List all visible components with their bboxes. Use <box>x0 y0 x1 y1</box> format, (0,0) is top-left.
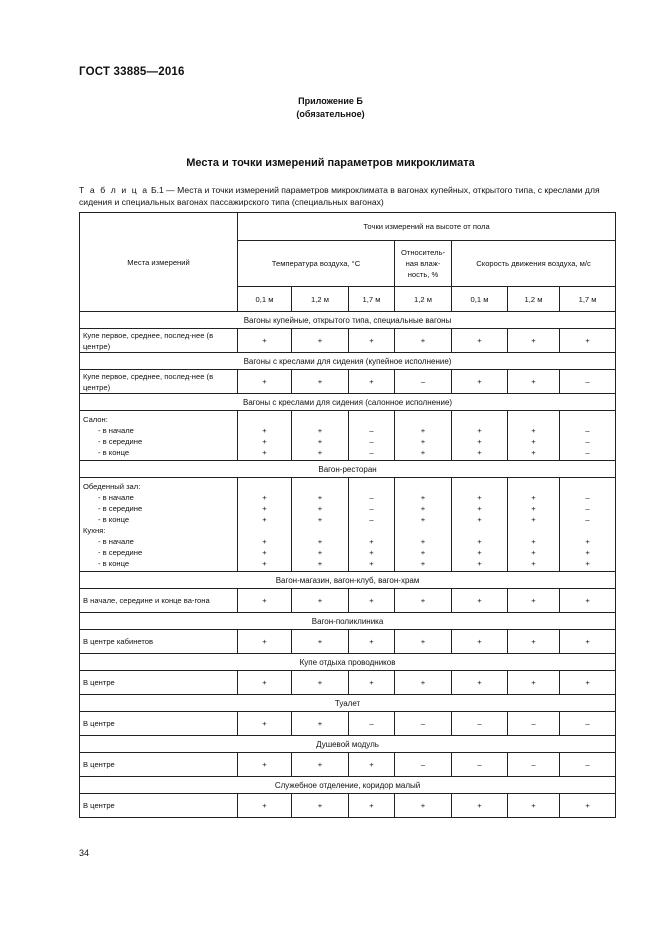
measurement-mark: + <box>420 678 426 687</box>
location-line: - в начале <box>98 492 134 502</box>
measurement-mark: + <box>477 336 482 345</box>
measurement-mark: + <box>531 436 536 446</box>
measurement-mark-cell <box>395 630 452 654</box>
location-line: - в середине <box>98 436 143 446</box>
measurement-mark <box>511 525 556 536</box>
measurement-mark: – <box>369 425 374 435</box>
measurement-mark-cell <box>292 671 349 695</box>
group-header-humidity: Относитель-ная влаж-ность, % <box>395 241 452 287</box>
measurement-mark: + <box>369 637 374 646</box>
measurement-mark-cell <box>560 753 616 777</box>
measurement-mark: + <box>317 558 323 568</box>
measurement-mark: + <box>420 637 426 646</box>
measurement-mark: – <box>369 492 374 502</box>
measurement-mark: + <box>262 760 267 769</box>
measurement-mark: – <box>369 719 374 728</box>
measurement-mark: + <box>317 336 323 345</box>
measurement-mark: – <box>420 760 426 769</box>
measurement-mark-cell <box>452 794 508 818</box>
measurement-mark: + <box>369 536 374 546</box>
table-row <box>80 671 616 695</box>
section-title: Места и точки измерений параметров микроклимата <box>186 157 475 169</box>
measurement-mark: + <box>317 492 323 502</box>
measurement-mark-cell <box>349 370 395 394</box>
measurement-mark <box>563 414 612 425</box>
location-line: - в конце <box>98 558 130 568</box>
measurement-mark <box>295 414 345 425</box>
height-header: 0,1 м <box>238 287 292 312</box>
measurement-mark: + <box>531 547 536 557</box>
measurement-mark: + <box>420 536 426 546</box>
measurement-location <box>80 411 238 461</box>
measurement-mark-cell <box>560 411 616 461</box>
measurement-mark-cell <box>292 794 349 818</box>
location-line: Обеденный зал: <box>83 481 141 491</box>
measurement-mark <box>398 414 448 425</box>
measurement-mark <box>352 481 391 492</box>
measurement-mark: + <box>317 503 323 513</box>
measurement-mark: + <box>262 637 267 646</box>
measurement-mark: + <box>317 637 323 646</box>
table-caption-label: Т а б л и ц а <box>79 185 149 195</box>
measurement-mark: – <box>420 377 426 386</box>
measurement-mark: + <box>262 503 267 513</box>
section-header-row <box>80 695 616 712</box>
measurement-mark-cell <box>238 329 292 353</box>
table-row <box>80 753 616 777</box>
measurement-mark-cell <box>508 478 560 572</box>
measurement-mark-cell <box>349 589 395 613</box>
measurement-mark: + <box>420 503 426 513</box>
height-header: 1,2 м <box>508 287 560 312</box>
measurement-mark <box>295 525 345 536</box>
measurement-mark: + <box>262 678 267 687</box>
measurement-mark: + <box>531 558 536 568</box>
section-title-cell: Вагоны с креслами для сидения (салонное исполнение) <box>80 394 616 411</box>
table-caption-text: Б.1 — Места и точки измерений параметров микроклимата в вагонах купейных, открытого типа, с креслами для сидения и специальных вагонах пассажирского типа (специальных вагонах) <box>79 185 600 207</box>
section-header-row <box>80 572 616 589</box>
measurement-mark-cell <box>238 712 292 736</box>
location-line: - в середине <box>98 547 143 557</box>
measurement-mark: + <box>420 336 426 345</box>
measurement-mark: + <box>317 447 323 457</box>
measurement-mark-cell <box>238 411 292 461</box>
table-body <box>80 213 616 818</box>
measurement-mark: – <box>369 436 374 446</box>
measurement-mark <box>563 525 612 536</box>
measurement-mark: + <box>531 596 536 605</box>
measurement-mark: + <box>262 447 267 457</box>
measurement-mark: – <box>477 760 482 769</box>
measurement-mark-cell <box>292 712 349 736</box>
measurement-mark <box>455 414 504 425</box>
measurement-mark: + <box>477 547 482 557</box>
measurement-mark-cell <box>238 671 292 695</box>
measurement-location <box>80 478 238 572</box>
table-row <box>80 712 616 736</box>
location-line: - в конце <box>98 447 130 457</box>
height-header: 1,7 м <box>349 287 395 312</box>
measurement-location <box>80 589 238 613</box>
measurement-mark: + <box>531 492 536 502</box>
measurement-mark-cell <box>349 478 395 572</box>
measurement-mark-cell <box>292 329 349 353</box>
measurement-location <box>80 794 238 818</box>
measurement-mark: – <box>531 719 536 728</box>
group-header-temperature: Температура воздуха, °C <box>238 241 395 287</box>
table-row <box>80 411 616 461</box>
measurement-mark: + <box>317 547 323 557</box>
measurement-mark-cell <box>292 411 349 461</box>
measurement-mark: + <box>317 801 323 810</box>
section-header-row <box>80 394 616 411</box>
measurement-mark-cell <box>238 753 292 777</box>
measurement-mark: – <box>369 514 374 524</box>
table-row <box>80 589 616 613</box>
measurement-mark: + <box>420 558 426 568</box>
measurement-mark-cell <box>349 794 395 818</box>
measurement-mark-cell <box>395 753 452 777</box>
measurement-mark-cell <box>508 589 560 613</box>
measurement-mark <box>563 481 612 492</box>
measurement-mark: + <box>369 801 374 810</box>
height-header: 1,7 м <box>560 287 616 312</box>
measurement-mark: – <box>585 503 590 513</box>
section-header-row <box>80 654 616 671</box>
section-title-cell: Служебное отделение, коридор малый <box>80 777 616 794</box>
measurement-mark-cell <box>560 589 616 613</box>
height-header: 1,2 м <box>292 287 349 312</box>
measurement-mark-cell <box>292 478 349 572</box>
measurement-mark: + <box>420 492 426 502</box>
measurement-mark: + <box>262 436 267 446</box>
measurement-mark: + <box>477 377 482 386</box>
measurement-mark: – <box>585 425 590 435</box>
measurement-mark-cell <box>238 370 292 394</box>
measurement-mark <box>241 525 288 536</box>
measurement-location <box>80 753 238 777</box>
measurement-mark: + <box>420 801 426 810</box>
location-line: - в середине <box>98 503 143 513</box>
location-line: Купе первое, среднее, послед-нее (в центре) <box>83 371 214 392</box>
measurement-mark: – <box>585 760 590 769</box>
measurement-mark-cell <box>238 794 292 818</box>
measurement-mark: + <box>317 719 323 728</box>
measurement-mark-cell <box>349 630 395 654</box>
measurement-mark: + <box>585 536 590 546</box>
measurement-mark: + <box>369 558 374 568</box>
measurement-mark <box>398 525 448 536</box>
measurement-mark: + <box>420 425 426 435</box>
measurement-mark: + <box>369 760 374 769</box>
measurement-mark: – <box>585 436 590 446</box>
section-header-row <box>80 461 616 478</box>
measurement-mark: – <box>531 760 536 769</box>
measurement-mark: + <box>477 492 482 502</box>
measurement-mark-cell <box>395 411 452 461</box>
measurement-mark: – <box>585 719 590 728</box>
measurement-mark: + <box>477 678 482 687</box>
measurement-mark: + <box>262 719 267 728</box>
measurement-mark: + <box>369 377 374 386</box>
measurement-mark-cell <box>452 478 508 572</box>
measurement-mark <box>511 481 556 492</box>
section-title-cell: Купе отдыха проводников <box>80 654 616 671</box>
measurement-mark-cell <box>508 370 560 394</box>
section-header-row <box>80 777 616 794</box>
measurement-mark-cell <box>238 478 292 572</box>
measurement-mark: + <box>531 336 536 345</box>
measurement-mark: + <box>585 596 590 605</box>
measurement-mark-cell <box>395 671 452 695</box>
measurement-mark-cell <box>560 794 616 818</box>
measurement-mark-cell <box>452 589 508 613</box>
section-header-row <box>80 353 616 370</box>
table-row <box>80 329 616 353</box>
measurement-mark: + <box>317 596 323 605</box>
measurement-mark: + <box>585 637 590 646</box>
measurement-mark: + <box>531 801 536 810</box>
measurement-mark <box>455 525 504 536</box>
location-line: Салон: <box>83 414 108 424</box>
measurement-mark: – <box>585 514 590 524</box>
measurement-mark: + <box>531 678 536 687</box>
section-title-cell: Душевой модуль <box>80 736 616 753</box>
measurement-mark-cell <box>395 370 452 394</box>
measurement-mark-cell <box>560 329 616 353</box>
location-line: В начале, середине и конце ва-гона <box>83 596 210 605</box>
measurement-mark: + <box>420 514 426 524</box>
measurement-mark: + <box>262 596 267 605</box>
measurement-mark: + <box>531 447 536 457</box>
measurement-mark <box>352 414 391 425</box>
measurement-mark: + <box>531 377 536 386</box>
location-line: В центре <box>83 678 115 687</box>
location-line: В центре <box>83 719 115 728</box>
measurement-mark: + <box>317 514 323 524</box>
measurement-mark: + <box>477 436 482 446</box>
measurement-mark: + <box>585 801 590 810</box>
measurement-mark: + <box>531 514 536 524</box>
table-caption <box>79 184 615 208</box>
measurement-mark-cell <box>349 411 395 461</box>
measurement-mark <box>352 525 391 536</box>
measurement-mark: + <box>369 547 374 557</box>
measurement-mark-cell <box>452 753 508 777</box>
measurement-location <box>80 370 238 394</box>
measurement-mark: – <box>477 719 482 728</box>
section-header-row <box>80 613 616 630</box>
measurement-mark: + <box>262 801 267 810</box>
measurement-mark: – <box>585 447 590 457</box>
microclimate-table <box>79 212 616 818</box>
table-row <box>80 794 616 818</box>
section-header-row <box>80 312 616 329</box>
location-line: В центре <box>83 760 115 769</box>
measurement-mark: + <box>420 596 426 605</box>
measurement-mark: + <box>317 678 323 687</box>
measurement-mark: + <box>477 596 482 605</box>
measurement-mark: – <box>369 447 374 457</box>
location-line: В центре кабинетов <box>83 637 154 646</box>
measurement-mark: + <box>531 503 536 513</box>
measurement-mark-cell <box>349 329 395 353</box>
measurement-mark: + <box>477 558 482 568</box>
measurement-location <box>80 671 238 695</box>
measurement-mark: + <box>477 503 482 513</box>
measurement-mark: + <box>531 425 536 435</box>
location-line: - в начале <box>98 536 134 546</box>
measurement-mark: + <box>477 536 482 546</box>
measurement-mark-cell <box>292 370 349 394</box>
group-header-air-speed: Скорость движения воздуха, м/с <box>452 241 616 287</box>
measurement-mark-cell <box>238 630 292 654</box>
measurement-mark-cell <box>560 712 616 736</box>
measurement-mark: + <box>420 436 426 446</box>
location-line: Кухня: <box>83 525 106 535</box>
measurement-location <box>80 712 238 736</box>
measurement-mark-cell <box>560 671 616 695</box>
measurement-mark: + <box>477 425 482 435</box>
measurement-mark: + <box>420 547 426 557</box>
measurement-mark: + <box>262 492 267 502</box>
location-line: - в конце <box>98 514 130 524</box>
height-header: 0,1 м <box>452 287 508 312</box>
measurement-mark-cell <box>238 589 292 613</box>
measurement-mark: + <box>585 558 590 568</box>
measurement-mark-cell <box>560 478 616 572</box>
measurement-mark-cell <box>395 794 452 818</box>
measurement-mark-cell <box>349 712 395 736</box>
measurement-mark-cell <box>508 630 560 654</box>
measurement-mark: – <box>369 503 374 513</box>
measurement-mark: + <box>317 760 323 769</box>
table-row <box>80 478 616 572</box>
annex-status: (обязательное) <box>296 109 365 119</box>
measurement-mark <box>455 481 504 492</box>
measurement-mark <box>511 414 556 425</box>
measurement-mark-cell <box>560 370 616 394</box>
page-number: 34 <box>79 848 90 858</box>
measurement-mark: + <box>262 547 267 557</box>
measurement-mark-cell <box>508 753 560 777</box>
measurement-mark: + <box>585 336 590 345</box>
measurement-mark-cell <box>395 712 452 736</box>
measurement-location <box>80 329 238 353</box>
annex-label: Приложение Б <box>298 96 363 106</box>
measurement-mark-cell <box>452 671 508 695</box>
measurement-mark-cell <box>349 671 395 695</box>
measurement-mark: + <box>369 678 374 687</box>
measurement-mark-cell <box>292 589 349 613</box>
measurement-mark <box>241 481 288 492</box>
measurement-mark: + <box>317 377 323 386</box>
measurement-mark: + <box>369 596 374 605</box>
measurement-mark-cell <box>292 630 349 654</box>
measurement-mark: + <box>477 447 482 457</box>
table-row <box>80 630 616 654</box>
section-title-cell: Вагон-поликлиника <box>80 613 616 630</box>
document-code: ГОСТ 33885—2016 <box>79 66 185 78</box>
measurement-mark-cell <box>452 411 508 461</box>
measurement-mark: + <box>317 436 323 446</box>
measurement-mark-cell <box>508 794 560 818</box>
measurement-mark: + <box>262 425 267 435</box>
measurement-location <box>80 630 238 654</box>
measurement-mark: + <box>262 336 267 345</box>
col-header-points: Точки измерений на высоте от пола <box>238 213 616 241</box>
col-header-places: Места измерений <box>80 213 238 312</box>
measurement-mark-cell <box>508 329 560 353</box>
section-title-cell: Вагоны с креслами для сидения (купейное исполнение) <box>80 353 616 370</box>
section-title-cell: Вагоны купейные, открытого типа, специальные вагоны <box>80 312 616 329</box>
measurement-mark-cell <box>452 712 508 736</box>
measurement-mark-cell <box>395 589 452 613</box>
measurement-mark: + <box>477 637 482 646</box>
measurement-mark-cell <box>395 329 452 353</box>
measurement-mark: + <box>317 425 323 435</box>
measurement-mark-cell <box>292 753 349 777</box>
measurement-mark: – <box>585 492 590 502</box>
measurement-mark-cell <box>560 630 616 654</box>
measurement-mark: + <box>262 558 267 568</box>
section-title-cell: Вагон-ресторан <box>80 461 616 478</box>
measurement-mark: + <box>477 514 482 524</box>
measurement-mark: + <box>262 377 267 386</box>
measurement-mark-cell <box>508 671 560 695</box>
measurement-mark <box>398 481 448 492</box>
measurement-mark: + <box>585 678 590 687</box>
measurement-mark: + <box>369 336 374 345</box>
measurement-mark: + <box>585 547 590 557</box>
measurement-mark-cell <box>508 411 560 461</box>
table-row <box>80 370 616 394</box>
measurement-mark-cell <box>452 370 508 394</box>
section-title-cell: Вагон-магазин, вагон-клуб, вагон-храм <box>80 572 616 589</box>
measurement-mark: + <box>420 447 426 457</box>
measurement-mark: + <box>531 536 536 546</box>
location-line: - в начале <box>98 425 134 435</box>
measurement-mark: + <box>262 514 267 524</box>
measurement-mark-cell <box>452 630 508 654</box>
height-header: 1,2 м <box>395 287 452 312</box>
measurement-mark: + <box>317 536 323 546</box>
measurement-mark-cell <box>349 753 395 777</box>
section-header-row <box>80 736 616 753</box>
location-line: В центре <box>83 801 115 810</box>
section-title-cell: Туалет <box>80 695 616 712</box>
location-line: Купе первое, среднее, послед-нее (в центре) <box>83 330 214 351</box>
measurement-mark-cell <box>452 329 508 353</box>
measurement-mark-cell <box>395 478 452 572</box>
measurement-mark: + <box>531 637 536 646</box>
measurement-mark: – <box>420 719 426 728</box>
measurement-mark <box>241 414 288 425</box>
measurement-mark: + <box>477 801 482 810</box>
measurement-mark-cell <box>508 712 560 736</box>
measurement-mark: – <box>585 377 590 386</box>
measurement-mark <box>295 481 345 492</box>
measurement-mark: + <box>262 536 267 546</box>
